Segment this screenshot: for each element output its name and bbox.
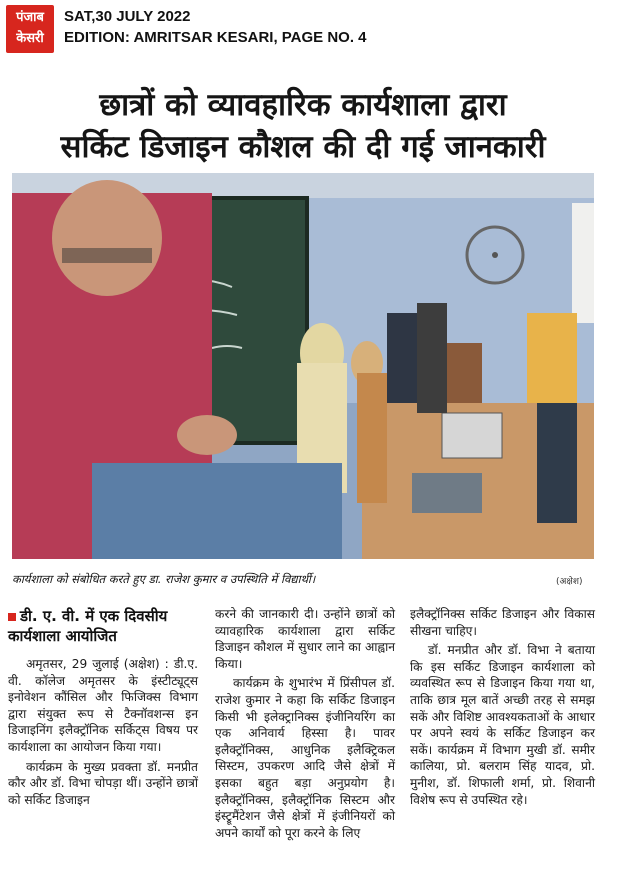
photo-caption: कार्यशाला को संबोधित करते हुए डा. राजेश कुमार व उपस्थिति में विद्यार्थी। xyxy=(12,572,316,586)
logo-line2: केसरी xyxy=(16,31,44,46)
photo-illustration xyxy=(12,173,594,559)
subhead-line1: डी. ए. वी. में एक दिवसीय xyxy=(20,607,168,625)
student-figure-right xyxy=(527,313,577,403)
logo-line1: पंजाब xyxy=(16,10,44,25)
article-column-2 xyxy=(215,606,395,844)
article-paragraph: इलैक्ट्रॉनिक्स सर्किट डिजाइन और विकास सीखना चाहिए। xyxy=(410,607,595,638)
article-paragraph: अमृतसर, 29 जुलाई (अक्षेश) : डी.ए. वी. कॉलेज अमृतसर के इंस्टीट्यूट्स इनोवेशन कौंसिल और फिजिक्स विभाग द्वारा संयुक्त रूप से टैक्नॉवशन्स इन डिजाइनिंग इलैक्ट्रॉनिक सर्किट्स विषय पर कार्यशाला का आयोजन किया गया। xyxy=(8,657,198,754)
adjacent-article-fragment xyxy=(600,60,617,879)
article-paragraph: कार्यक्रम के शुभारंभ में प्रिंसीपल डॉ. राजेश कुमार ने कहा कि सर्किट डिजाइन किसी भी इलेक्ट्रानिक्स इंजीनियरिंग का एक अनिवार्य हिस्सा है। पावर इलैक्ट्रॉनिक्स, आधुनिक इलैक्ट्रिकल सिस्टम, उपकरण आदि जैसे क्षेत्रों में इसका बहुत बड़ा अनुप्रयोग है। इलैक्ट्रॉनिक्स, इलैक्ट्रॉनिक सिस्टम और इंस्ट्रूमैंटेशन जैसे क्षेत्रों में इंजीनियरों को अपने कार्यों को पूरा करने के लिए xyxy=(215,676,395,840)
news-photo xyxy=(12,173,594,559)
edition-date: SAT,30 JULY 2022 xyxy=(64,8,191,25)
photo-credit: (अक्षेश) xyxy=(556,577,583,587)
article-subhead xyxy=(8,606,198,646)
article-column-3 xyxy=(410,606,595,811)
article-column-1 xyxy=(8,606,198,811)
headline-line2: सर्किट डिजाइन कौशल की दी गई जानकारी xyxy=(60,129,546,165)
article-paragraph: करने की जानकारी दी। उन्होंने छात्रों को व्यावहारिक कार्यशाला द्वारा सर्किट डिजाइन कौशल में सुधार लाने का आह्वान किया। xyxy=(215,607,395,671)
newspaper-logo xyxy=(6,5,54,53)
edition-name: EDITION: AMRITSAR KESARI, PAGE NO. 4 xyxy=(64,29,367,46)
edition-info xyxy=(64,6,367,48)
article-paragraph: कार्यक्रम के मुख्य प्रवक्ता डॉ. मनप्रीत कौर और डॉ. विभा चोपड़ा थीं। उन्होंने छात्रों को सर्किट डिजाइन xyxy=(8,759,198,807)
window xyxy=(572,203,594,323)
subhead-line2: कार्यशाला आयोजित xyxy=(8,627,117,645)
circuit-equipment xyxy=(442,413,502,458)
article-paragraph: डॉ. मनप्रीत और डॉ. विभा ने बताया कि इस सर्किट डिजाइन कार्यशाला को व्यवस्थित रूप से डिजाइन किया गया था, ताकि छात्र मूल बातें अच्छी तरह से समझ सकें और विशिष्ट आवश्यकताओं के आधार पर अपने स्वयं के सर्किट डिजाइन कर सकें। कार्यक्रम में विभाग मुखी डॉ. समीर कालिया, प्रो. बलराम सिंह यादव, प्रो. मुनीश, डॉ. शिफाली शर्मा, प्रो. शिवानी विशेष रूप से उपस्थित रहे। xyxy=(410,643,595,807)
headline-line1: छात्रों को व्यावहारिक कार्यशाला द्वारा xyxy=(99,87,507,123)
lectern-table xyxy=(92,463,342,559)
headline xyxy=(8,84,598,168)
bullet-square-icon xyxy=(8,613,16,621)
